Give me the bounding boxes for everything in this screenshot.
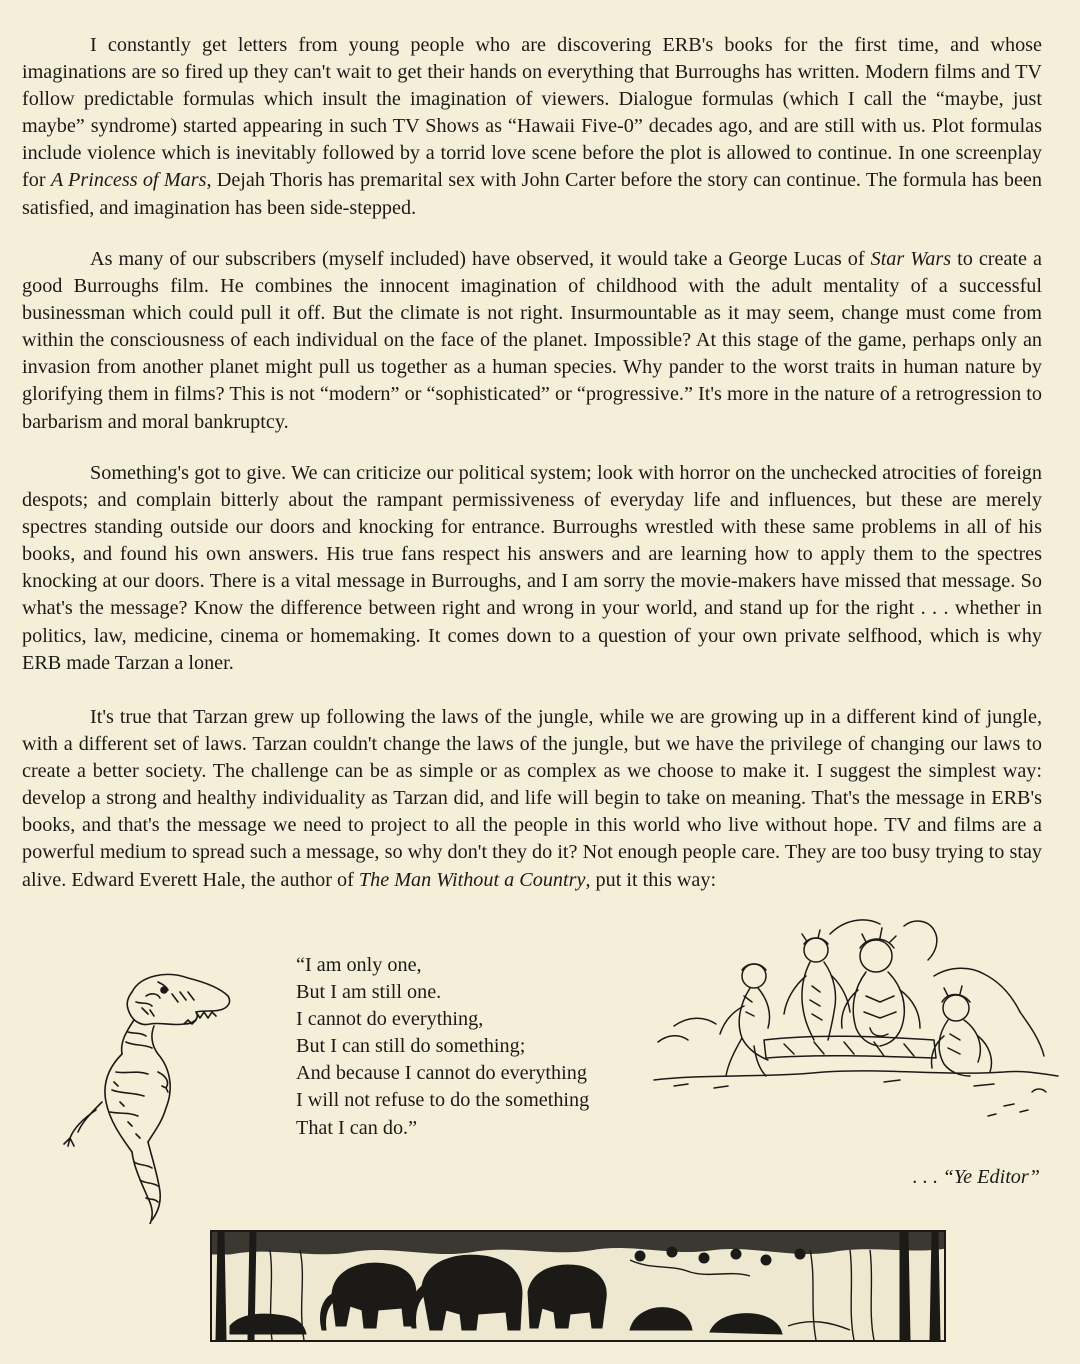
italic-title: Star Wars [870,248,952,270]
italic-title: The Man Without a Country [358,868,586,891]
paragraph-text: It's true that Tarzan grew up following the laws of the jungle, while we are growing up in a different kind of jungle, with a different set of laws. Tarzan couldn't change the laws of the jungle, but we have the privilege of changing our laws to create a better society. The challenge can be as simple or as complex as we choose to make it. I suggest the simplest way: develop a strong and healthy individuality as Tarzan did, and life will begin to take on meaning. That's the message in ERB's books, and that's the message we need to project to all the people in this world who live without hope. TV and films are a powerful medium to spread such a message, so why don't they do it? Not enough people care. They are too busy trying to stay alive. Edward Everett Hale, the author of [22,706,1042,891]
tyrannosaurus-illustration [62,962,234,1224]
ape-men-group-illustration [644,916,1064,1126]
poem-line: “I am only one, [296,954,422,976]
editor-signature [912,1166,1040,1189]
paragraph-text: , Dejah Thoris has premarital sex with John Carter before the story can continue. The formula has been satisfied, and imagination has been side-stepped. [22,169,1042,219]
paragraph-text: to create a good Burroughs film. He combines the innocent imagination of childhood with the adult mentality of a successful businessman which could pull it off. But the climate is not right. Insurmountable as it may seem, change must come from within the consciousness of each individual on the face of the planet. Impossible? At this stage of the game, perhaps only an invasion from another planet might pull us together as a human species. Why pander to the worst traits in human nature by glorifying them in films? This is not “modern” or “sophisticated” or “progressive.” It's more in the nature of a retrogression to barbarism and moral bankruptcy. [22,248,1042,433]
poem-line: But I can still do something; [296,1035,526,1058]
signature-ellipsis: . . . [912,1166,943,1188]
paragraph-4 [22,704,1042,894]
paragraph-text: I constantly get letters from young people who are discovering ERB's books for the first time, and whose imaginations are so fired up they can't wait to get their hands on everything that Burroughs has written. Modern films and TV follow predictable formulas which insult the imagination of viewers. Dialogue formulas (which I call the “maybe, just maybe” syndrome) started appearing in such TV Shows as “Hawaii Five-0” decades ago, and are still with us. Plot formulas include violence which is inevitably followed by a torrid love scene before the plot is allowed to continue. In one screenplay for [22,34,1042,192]
jungle-animals-frieze [210,1230,946,1342]
paragraph-text: , put it this way: [585,868,717,891]
poem [296,952,589,1142]
poem-line: I will not refuse to do the something [296,1089,590,1112]
poem-line: That I can do.” [296,1116,418,1139]
poem-line: And because I cannot do everything [296,1062,587,1085]
poem-line: But I am still one. [296,981,442,1004]
paragraph-text: Something's got to give. We can criticize our political system; look with horror on the unchecked atrocities of foreign despots; and complain bitterly about the rampant permissiveness of everyday life and influences, but these are merely spectres standing outside our doors and knocking for entrance. Burroughs wrestled with these same problems in all of his books, and found his own answers. His true fans respect his answers and are learning how to apply them to the spectres knocking at our doors. There is a vital message in Burroughs, and I am sorry the movie-makers have missed that message. So what's the message? Know the difference between right and wrong in your world, and stand up for the right . . . whether in politics, law, medicine, cinema or homemaking. It comes down to a question of your own private selfhood, which is why ERB made Tarzan a loner. [22,462,1042,674]
paragraph-3 [22,460,1042,677]
paragraph-2 [22,246,1042,436]
poem-line: I cannot do everything, [296,1008,484,1031]
italic-title: A Princess of Mars [50,169,207,192]
paragraph-1 [22,32,1042,222]
signature-name: “Ye Editor” [942,1166,1040,1188]
paragraph-text: As many of our subscribers (myself included) have observed, it would take a George Lucas of [90,248,871,270]
